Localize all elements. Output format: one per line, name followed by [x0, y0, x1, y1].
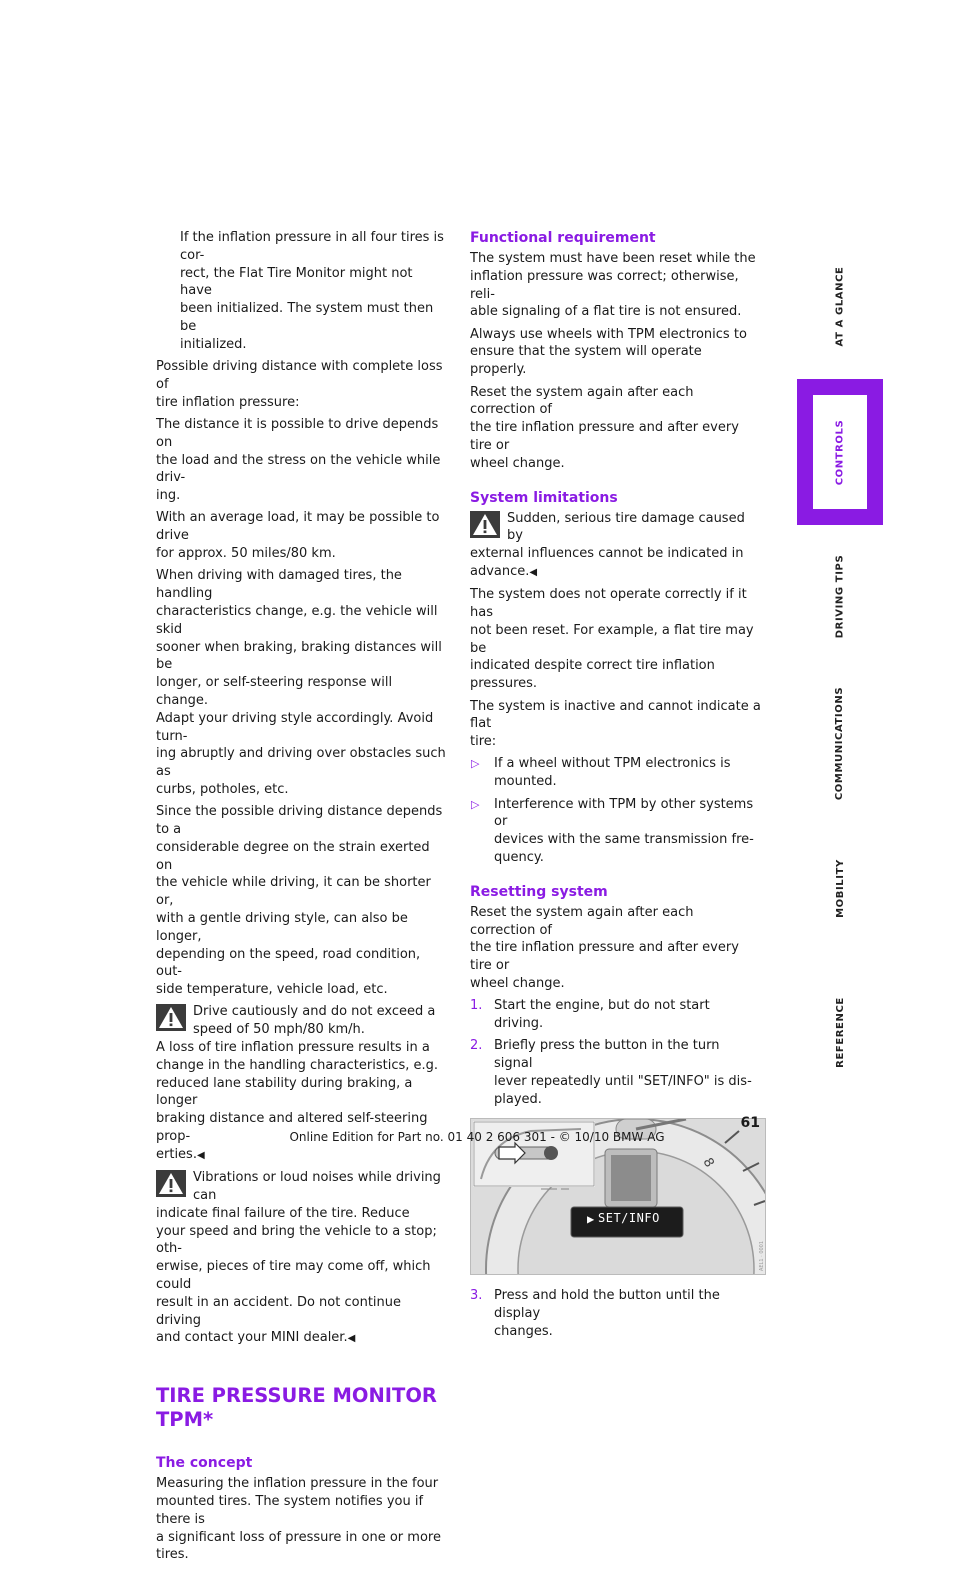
tab-at-a-glance[interactable]: AT A GLANCE — [834, 266, 846, 346]
list-item: 3. Press and hold the button until the display changes. — [470, 1288, 720, 1340]
section-title: TIRE PRESSURE MONITOR TPM* — [156, 1384, 437, 1432]
paragraph: Since the possible driving distance depends to a considerable degree on the strain exerted on the vehicle while driving, it can be shorter or, with a gentle driving style, can also be longer, depending on the speed, road condition, out- side temperature, vehicle load, etc. — [156, 804, 443, 998]
paragraph: The distance it is possible to drive depends on the load and the stress on the vehicle while driv- ing. — [156, 416, 441, 504]
right-column — [470, 229, 765, 1345]
warning-text: Vibrations or loud noises while driving can indicate final failure of the tire. Reduce your speed and bring the vehicle to a stop; oth- erwise, pieces of tire may come off, which could result in an accident. Do not continue driving and contact your MINI dealer. — [156, 1170, 441, 1346]
subsection-heading: System limitations — [470, 489, 618, 506]
display-readout: SET/INFO — [598, 1211, 660, 1226]
step-list — [470, 1287, 762, 1340]
left-column — [156, 229, 448, 1569]
subsection-heading: Functional requirement — [470, 230, 656, 246]
end-mark-icon: ◀ — [196, 1149, 205, 1161]
warning-icon — [156, 1004, 186, 1031]
triangle-bullet-icon: ▷ — [471, 797, 480, 811]
footer: Online Edition for Part no. 01 40 2 606 301 - © 10/10 BMW AG — [289, 1130, 665, 1144]
paragraph: With an average load, it may be possible to drive for approx. 50 miles/80 km. — [156, 510, 440, 562]
tab-controls[interactable]: CONTROLS — [797, 379, 883, 525]
svg-text:8: 8 — [699, 1155, 717, 1171]
tab-driving-tips[interactable]: DRIVING TIPS — [834, 554, 846, 638]
page-number: 61 — [740, 1115, 760, 1131]
display-readout-icon: ▶ — [587, 1212, 595, 1227]
paragraph: Always use wheels with TPM electronics to ensure that the system will operate properly. — [470, 326, 747, 378]
list-item: 1. Start the engine, but do not start driving. — [470, 998, 710, 1031]
warning-text: Sudden, serious tire damage caused by external influences cannot be indicated in advance. — [470, 510, 745, 579]
paragraph: Reset the system again after each correction of the tire inflation pressure and after every tire or wheel change. — [470, 904, 739, 991]
paragraph: The system must have been reset while the inflation pressure was correct; otherwise, reli- able signaling of a flat tire is not ensured. — [470, 251, 756, 320]
svg-text:AEL1 · 0001: AEL1 · 0001 — [759, 1241, 765, 1272]
warning-note — [470, 510, 762, 582]
list-item: ▷ Interference with TPM by other systems or devices with the same transmission fre- quency. — [471, 796, 754, 865]
warning-note — [156, 1169, 448, 1348]
paragraph: Possible driving distance with complete loss of tire inflation pressure: — [156, 359, 443, 410]
warning-icon — [156, 1170, 186, 1197]
bullet-list — [470, 755, 762, 866]
tab-mobility[interactable]: MOBILITY — [834, 858, 846, 918]
triangle-bullet-icon: ▷ — [471, 757, 480, 771]
paragraph: The system is inactive and cannot indicate a flat tire: — [470, 698, 761, 750]
warning-text: Drive cautiously and do not exceed a speed of 50 mph/80 km/h. A loss of tire inflation pressure results in a change in the handling characteristics, e.g. reduced lane stability during braking, a longer braking distance and altered self-steering prop- erties. — [156, 1004, 439, 1162]
paragraph: If the inflation pressure in all four tires is cor- rect, the Flat Tire Monitor might not have been initialized. The system must then be initialized. — [180, 230, 444, 352]
tab-communications[interactable]: COMMUNICATIONS — [834, 686, 846, 800]
paragraph: Reset the system again after each correction of the tire inflation pressure and after every tire or wheel change. — [470, 384, 739, 471]
warning-icon — [470, 511, 500, 538]
paragraph: When driving with damaged tires, the handling characteristics change, e.g. the vehicle will skid sooner when braking, braking distances will be longer, or self-steering response will change. Adapt your driving style accordingly. Avoid turn- ing abruptly and driving over obstacles such as curbs, potholes, etc. — [156, 568, 446, 797]
step-list — [470, 997, 762, 1108]
paragraph: Measuring the inflation pressure in the four mounted tires. The system notifies you if there is a significant loss of pressure in one or more tires. — [156, 1476, 441, 1563]
subsection-heading: Resetting system — [470, 883, 608, 900]
tab-reference[interactable]: REFERENCE — [834, 996, 846, 1068]
list-item: ▷ If a wheel without TPM electronics is mounted. — [471, 756, 731, 790]
list-item: 2. Briefly press the button in the turn signal lever repeatedly until "SET/INFO" is dis- played. — [470, 1038, 752, 1107]
subsection-heading: The concept — [156, 1455, 253, 1472]
end-mark-icon: ◀ — [347, 1333, 356, 1345]
end-mark-icon: ◀ — [529, 566, 538, 578]
paragraph: The system does not operate correctly if it has not been reset. For example, a flat tire may be indicated despite correct tire inflation pressures. — [470, 587, 754, 692]
